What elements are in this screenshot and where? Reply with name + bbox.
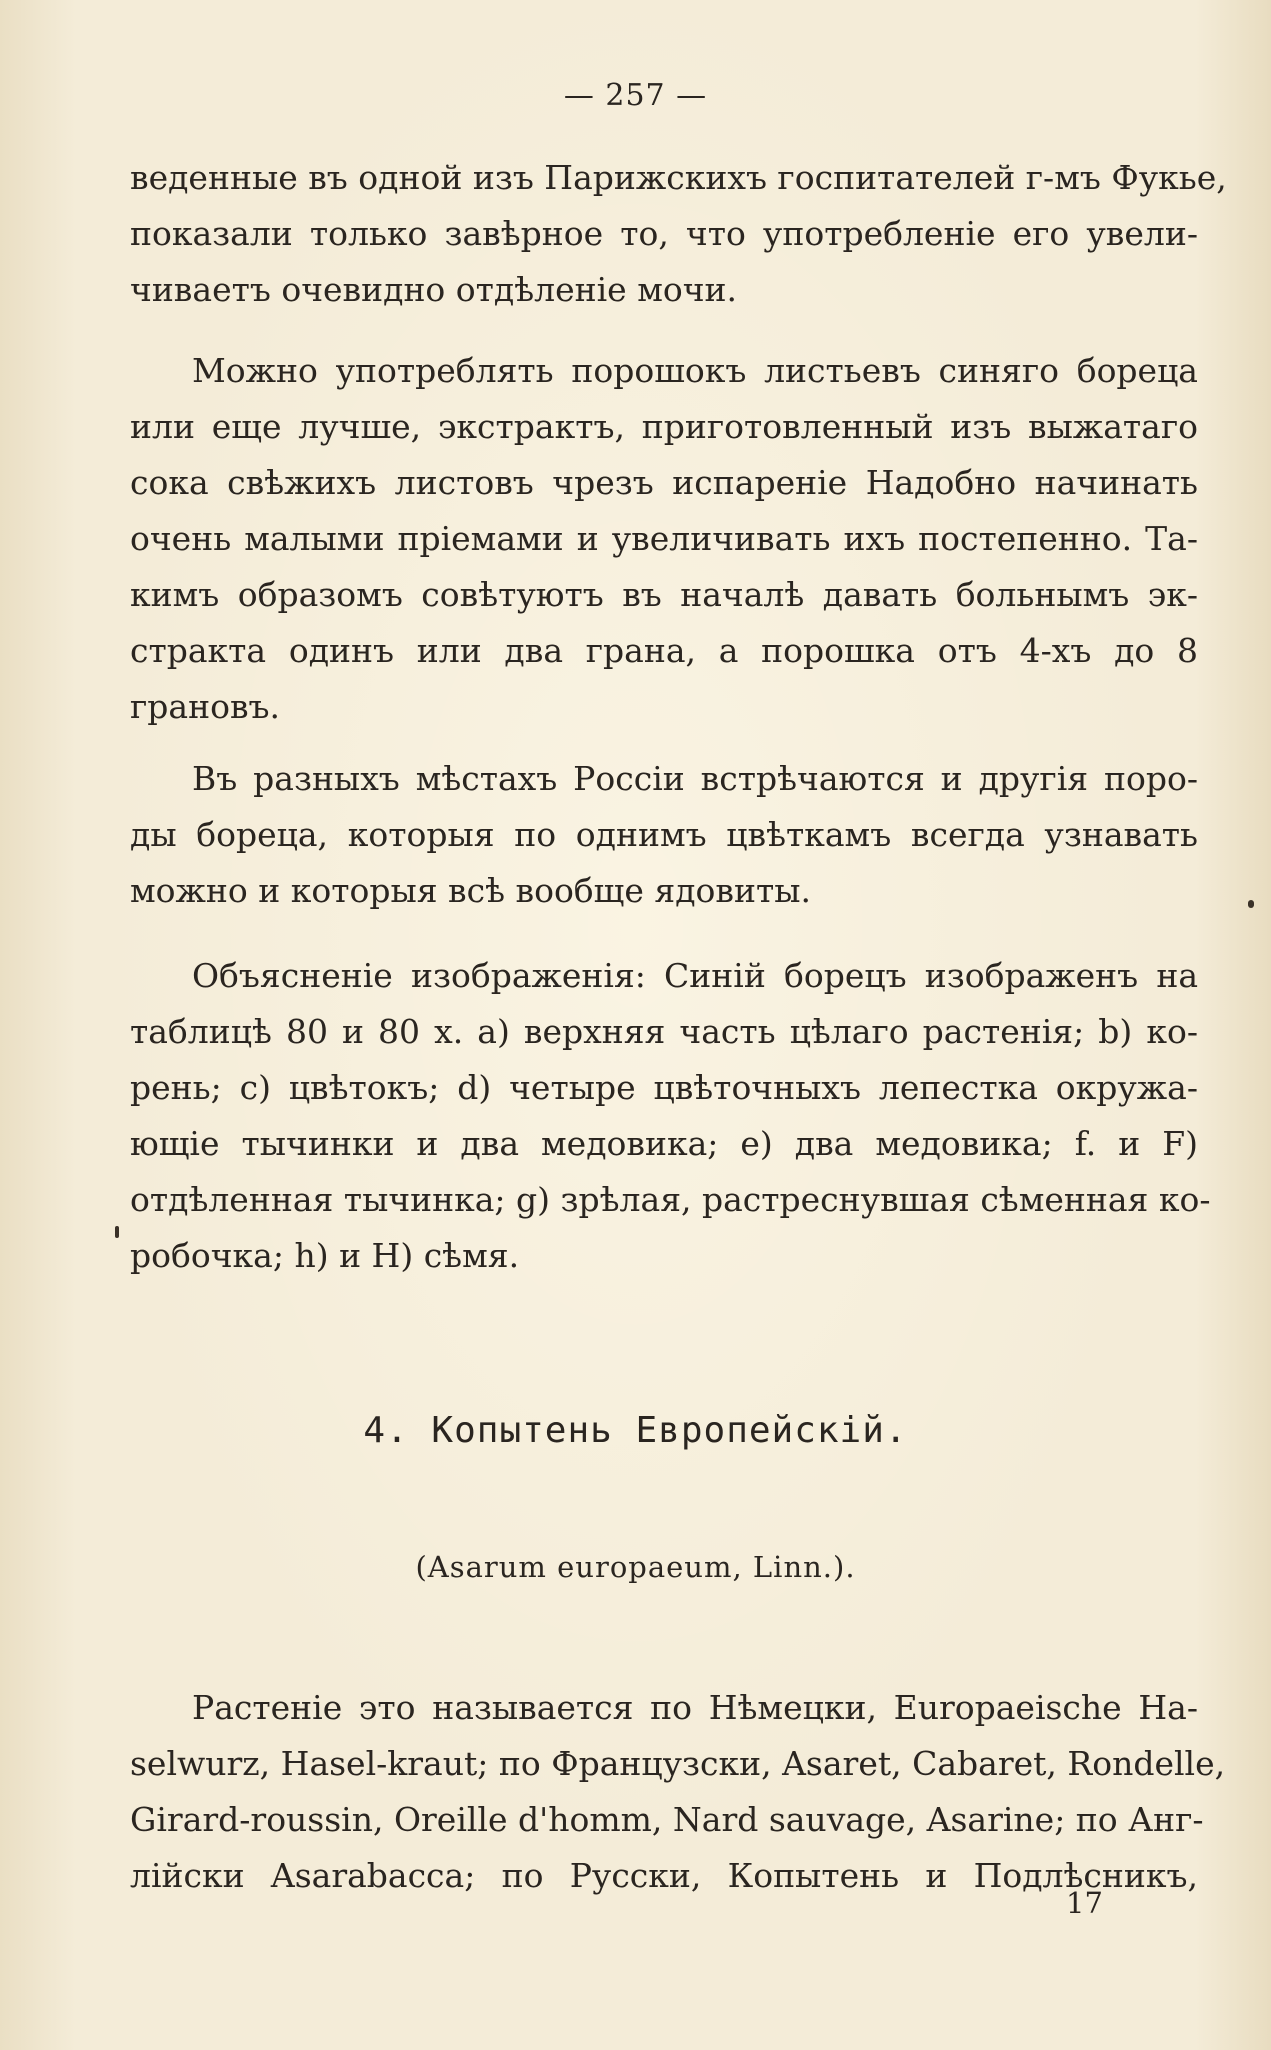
ink-speck <box>115 1226 119 1238</box>
ink-speck <box>1248 900 1254 908</box>
text-line: или еще лучше, экстрактъ, приготовленный изъ выжатаго <box>130 407 1198 446</box>
text-line: Въ разныхъ мѣстахъ Россіи встрѣчаются и другія поро- <box>192 759 1198 798</box>
text-line: Растеніе это называется по Нѣмецки, Europaeische Ha- <box>192 1688 1198 1727</box>
text-line: показали только завѣрное то, что употребленіе его увели- <box>130 214 1198 253</box>
text-line: отдѣленная тычинка; g) зрѣлая, растреснувшая сѣменная ко- <box>130 1180 1211 1219</box>
paragraph-3 <box>130 751 1198 919</box>
page-number: — 257 — <box>563 78 708 113</box>
paragraph-5 <box>130 1680 1226 1904</box>
signature-mark: 17 <box>1066 1886 1103 1920</box>
text-line: ющіе тычинки и два медовика; е) два медовика; f. и F) <box>130 1124 1198 1163</box>
text-line: грановъ. <box>130 687 281 726</box>
text-line: ды бореца, которыя по однимъ цвѣткамъ всегда узнавать <box>130 815 1198 854</box>
text-line: Объясненіе изображенія: Синій борецъ изображенъ на <box>192 956 1198 995</box>
latin-name: (Asarum europaeum, Linn.). <box>415 1550 856 1584</box>
paragraph-1 <box>130 150 1227 318</box>
text-line: Можно употреблять порошокъ листьевъ синяго бореца <box>192 351 1198 390</box>
paragraph-4 <box>130 948 1211 1284</box>
text-line: кимъ образомъ совѣтуютъ въ началѣ давать больнымъ эк- <box>130 575 1198 614</box>
text-line: можно и которыя всѣ вообще ядовиты. <box>130 871 811 910</box>
text-line: робочка; h) и Н) сѣмя. <box>130 1236 520 1275</box>
text-line: веденные въ одной изъ Парижскихъ госпитателей г-мъ Фукье, <box>130 158 1227 197</box>
text-line: стракта одинъ или два грана, а порошка отъ 4-хъ до 8 <box>130 631 1198 670</box>
section-heading: 4. Копытень Европейскій. <box>363 1410 908 1451</box>
text-line: очень малыми пріемами и увеличивать ихъ постепенно. Та- <box>130 519 1198 558</box>
text-line: рень; с) цвѣтокъ; d) четыре цвѣточныхъ лепестка окружа- <box>130 1068 1198 1107</box>
paragraph-2 <box>130 343 1198 735</box>
text-line: чиваетъ очевидно отдѣленіе мочи. <box>130 270 738 309</box>
text-line: selwurz, Hasel-kraut; по Французски, Asaret, Cabaret, Rondelle, <box>130 1744 1226 1783</box>
text-line: таблицѣ 80 и 80 х. а) верхняя часть цѣлаго растенія; b) ко- <box>130 1012 1198 1051</box>
text-line: Girard-roussin, Oreille d'homm, Nard sauvage, Asarine; по Анг- <box>130 1800 1204 1839</box>
text-line: лійски Asarabacca; по Русски, Копытень и Подлѣсникъ, <box>130 1856 1198 1895</box>
text-line: сока свѣжихъ листовъ чрезъ испареніе Надобно начинать <box>130 463 1198 502</box>
